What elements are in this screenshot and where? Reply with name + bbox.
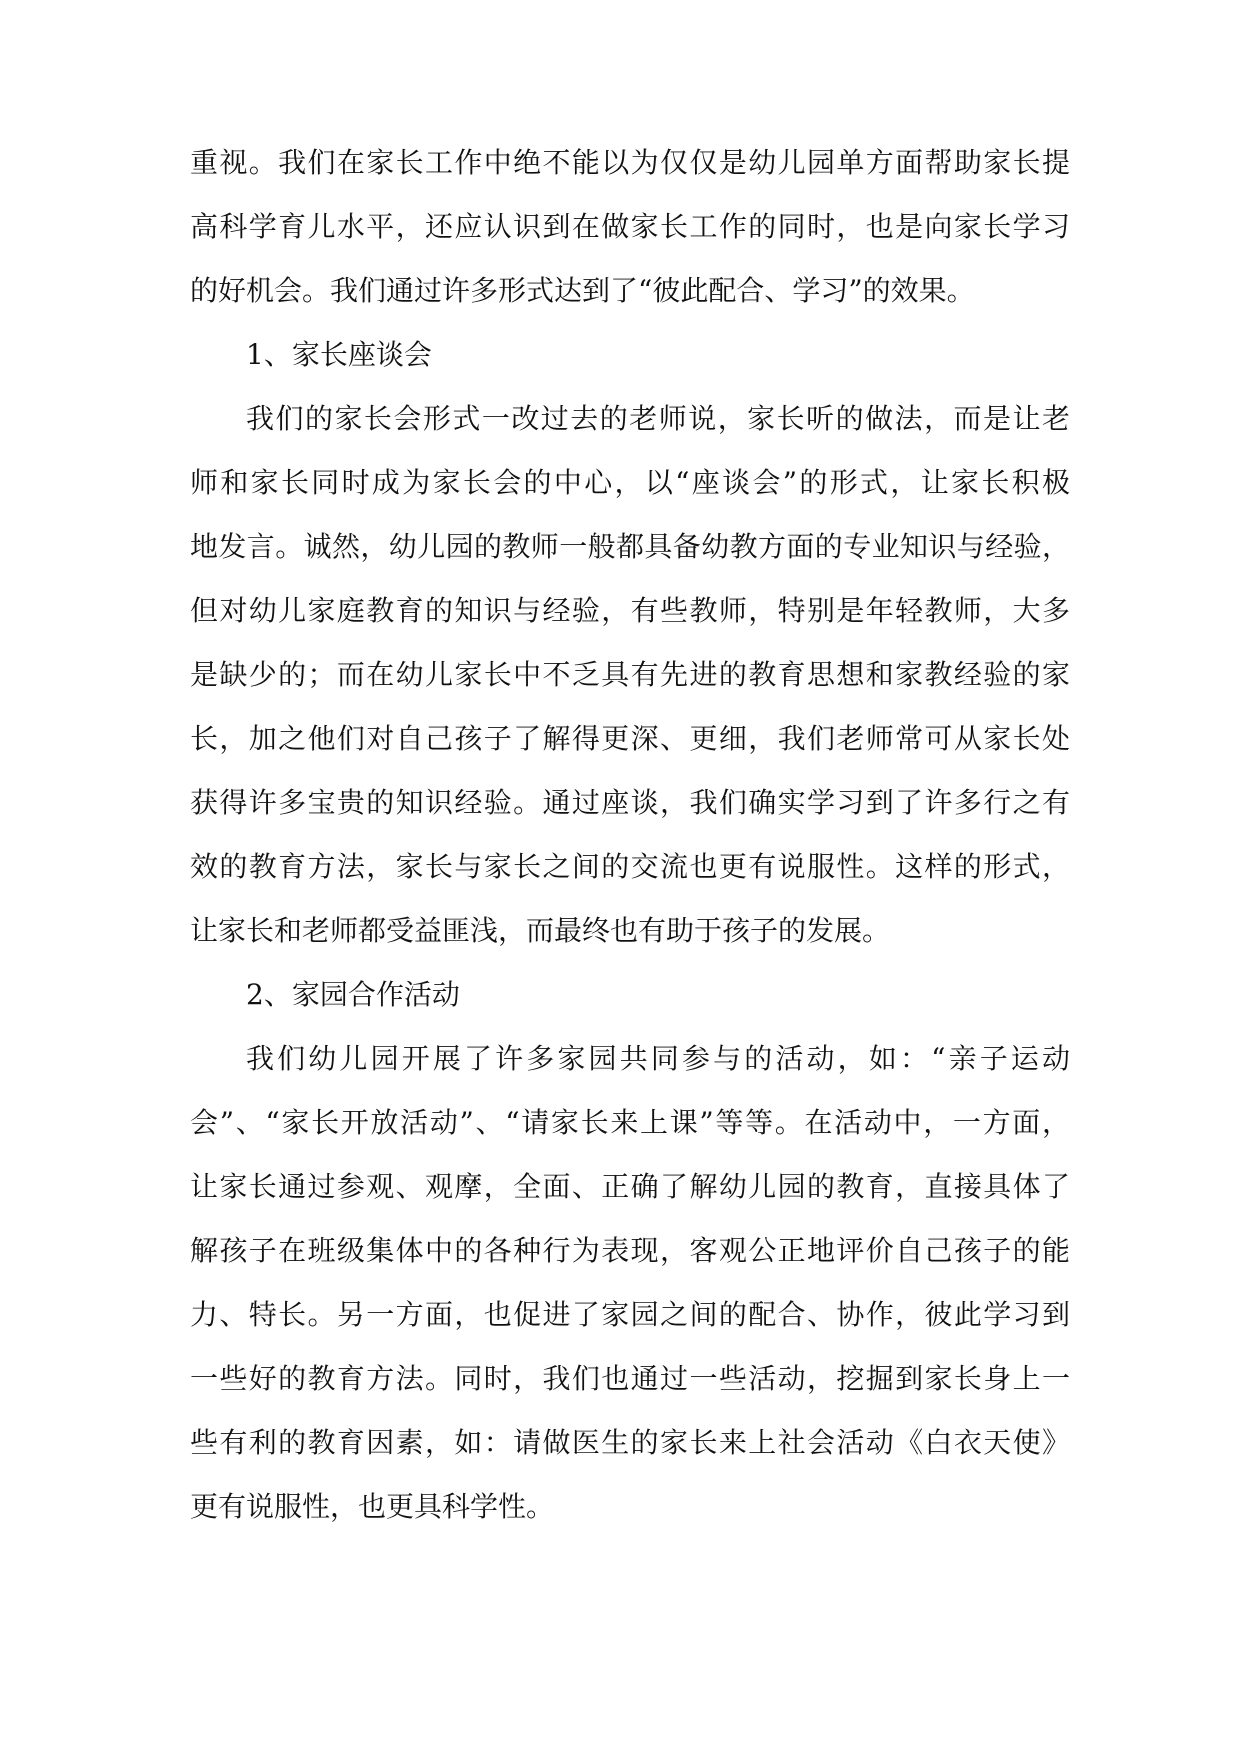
paragraph-line: 高科学育儿水平，还应认识到在做家长工作的同时，也是向家长学习 [190,210,1070,243]
paragraph-line: 让家长通过参观、观摩，全面、正确了解幼儿园的教育，直接具体了 [190,1170,1070,1203]
paragraph-line: 一些好的教育方法。同时，我们也通过一些活动，挖掘到家长身上一 [190,1362,1070,1395]
paragraph-line: 我们幼儿园开展了许多家园共同参与的活动，如：“亲子运动 [246,1042,1070,1075]
paragraph-line: 更有说服性，也更具科学性。 [190,1490,555,1523]
section-heading-2: 2、家园合作活动 [246,978,460,1011]
paragraph-line: 的好机会。我们通过许多形式达到了“彼此配合、学习”的效果。 [190,274,975,307]
paragraph-line: 解孩子在班级集体中的各种行为表现，客观公正地评价自己孩子的能 [190,1234,1070,1267]
paragraph-line: 力、特长。另一方面，也促进了家园之间的配合、协作，彼此学习到 [190,1298,1070,1331]
paragraph-line: 让家长和老师都受益匪浅，而最终也有助于孩子的发展。 [190,914,891,947]
paragraph-line: 师和家长同时成为家长会的中心，以“座谈会”的形式，让家长积极 [190,466,1070,499]
paragraph-line: 效的教育方法，家长与家长之间的交流也更有说服性。这样的形式， [190,850,1070,883]
paragraph-line: 获得许多宝贵的知识经验。通过座谈，我们确实学习到了许多行之有 [190,786,1070,819]
paragraph-line: 重视。我们在家长工作中绝不能以为仅仅是幼儿园单方面帮助家长提 [190,146,1070,179]
paragraph-line: 但对幼儿家庭教育的知识与经验，有些教师，特别是年轻教师，大多 [190,594,1070,627]
section-heading-1: 1、家长座谈会 [246,338,432,371]
paragraph-line: 会”、“家长开放活动”、“请家长来上课”等等。在活动中，一方面， [190,1106,1070,1139]
paragraph-line: 我们的家长会形式一改过去的老师说，家长听的做法，而是让老 [246,402,1070,435]
paragraph-line: 是缺少的；而在幼儿家长中不乏具有先进的教育思想和家教经验的家 [190,658,1070,691]
paragraph-line: 地发言。诚然，幼儿园的教师一般都具备幼教方面的专业知识与经验， [190,530,1070,563]
paragraph-line: 些有利的教育因素，如：请做医生的家长来上社会活动《白衣天使》 [190,1426,1070,1459]
paragraph-line: 长，加之他们对自己孩子了解得更深、更细，我们老师常可从家长处 [190,722,1070,755]
